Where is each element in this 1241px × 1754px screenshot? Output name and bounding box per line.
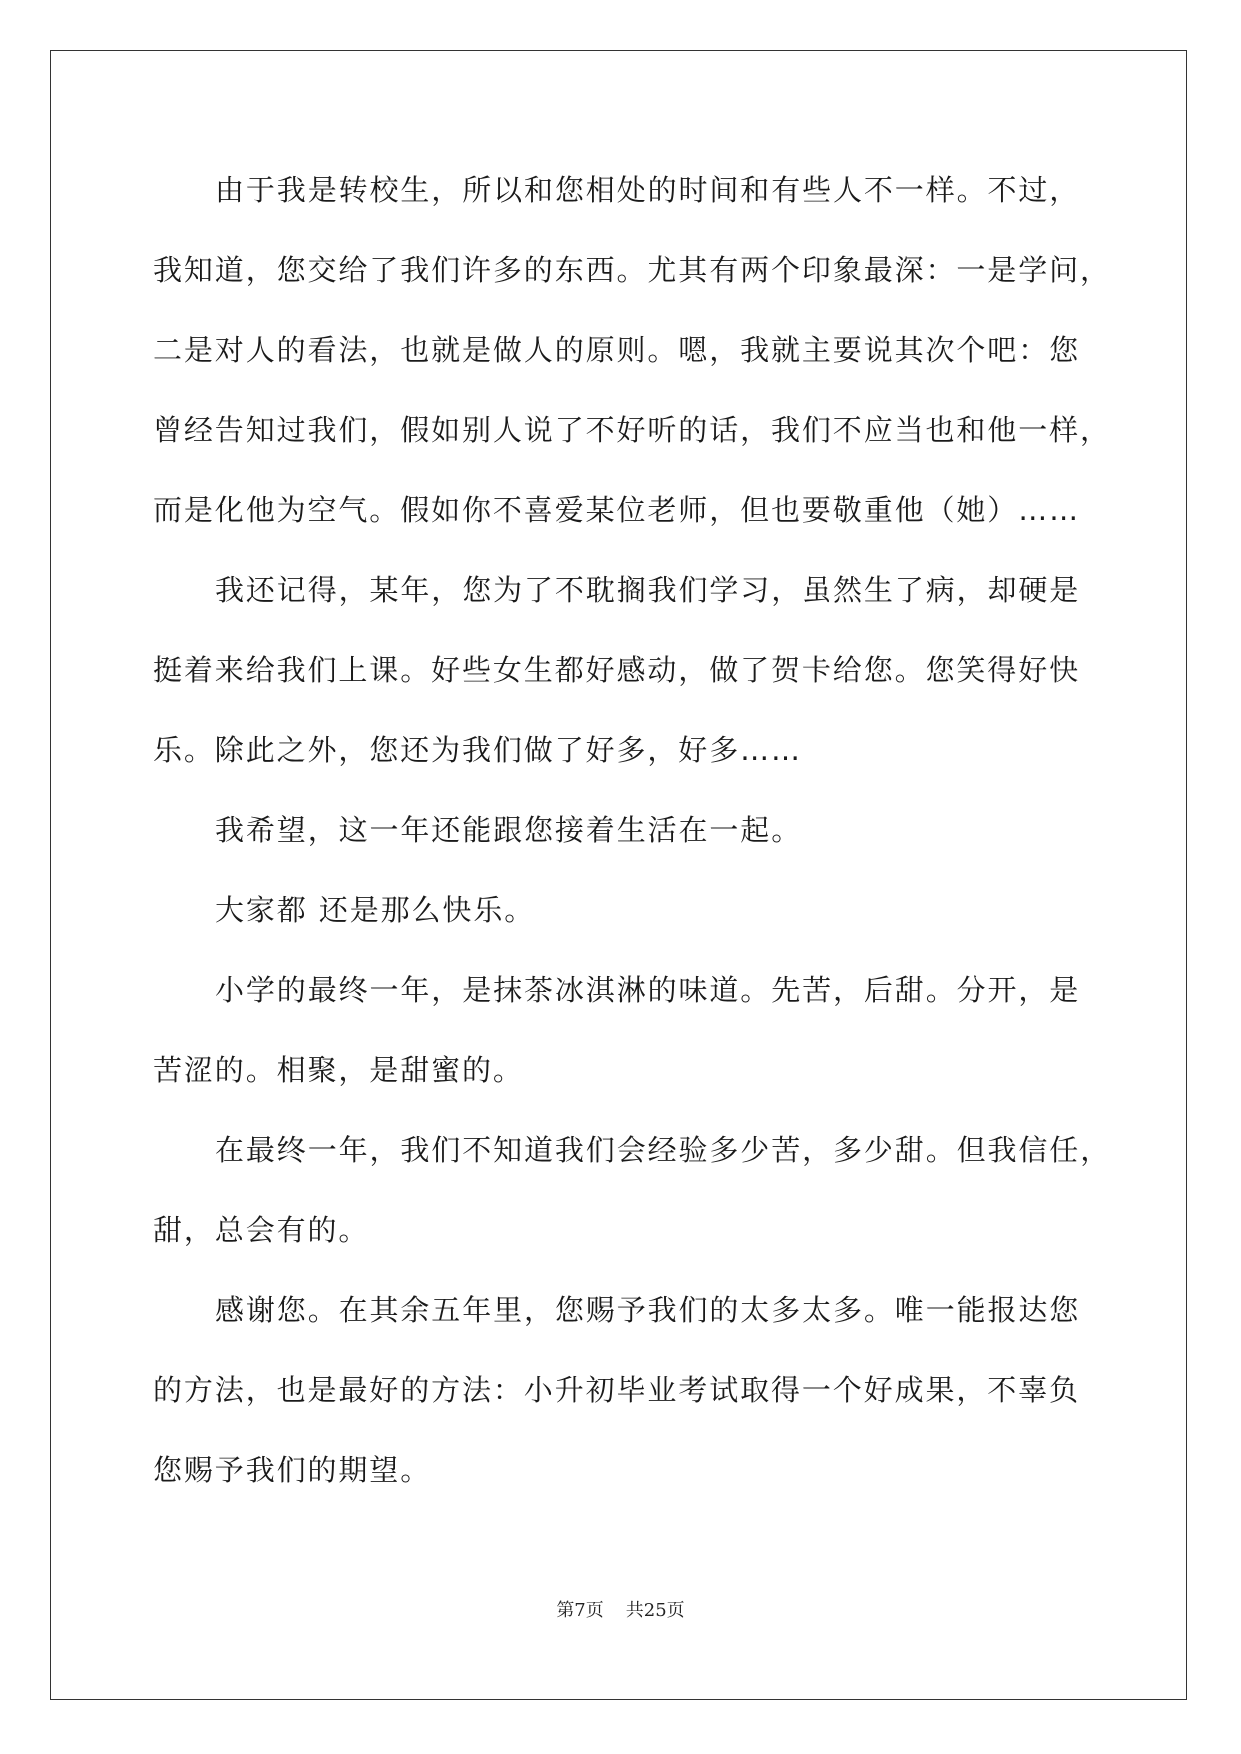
text-line-13: 在最终一年，我们不知道我们会经验多少苦，多少甜。但我信任，	[215, 1133, 1112, 1167]
text-line-12: 苦涩的。相聚，是甜蜜的。	[153, 1053, 524, 1087]
text-line-11: 小学的最终一年，是抹茶冰淇淋的味道。先苦，后甜。分开，是	[215, 973, 1081, 1007]
page-footer	[0, 1596, 1241, 1622]
text-line-4: 曾经告知过我们，假如别人说了不好听的话，我们不应当也和他一样，	[153, 413, 1111, 447]
text-line-1: 由于我是转校生，所以和您相处的时间和有些人不一样。不过，	[215, 173, 1081, 207]
text-line-15: 感谢您。在其余五年里，您赐予我们的太多太多。唯一能报达您	[215, 1293, 1081, 1327]
text-line-16: 的方法，也是最好的方法：小升初毕业考试取得一个好成果，不辜负	[153, 1373, 1081, 1407]
text-line-14: 甜，总会有的。	[153, 1213, 370, 1247]
text-line-2: 我知道，您交给了我们许多的东西。尤其有两个印象最深：一是学问，	[153, 253, 1111, 287]
text-line-6: 我还记得，某年，您为了不耽搁我们学习，虽然生了病，却硬是	[215, 573, 1081, 607]
text-line-5: 而是化他为空气。假如你不喜爱某位老师，但也要敬重他（她）……	[153, 493, 1081, 527]
text-line-10: 大家都 还是那么快乐。	[215, 893, 536, 927]
document-body	[153, 162, 1113, 1522]
page-number: 第7页	[556, 1600, 604, 1621]
page-total: 共25页	[625, 1600, 685, 1621]
text-line-7: 挺着来给我们上课。好些女生都好感动，做了贺卡给您。您笑得好快	[153, 653, 1081, 687]
text-line-8: 乐。除此之外，您还为我们做了好多，好多……	[153, 733, 802, 767]
text-line-17: 您赐予我们的期望。	[153, 1453, 432, 1487]
text-line-9: 我希望，这一年还能跟您接着生活在一起。	[215, 813, 803, 847]
text-line-3: 二是对人的看法，也就是做人的原则。嗯，我就主要说其次个吧：您	[153, 333, 1081, 367]
